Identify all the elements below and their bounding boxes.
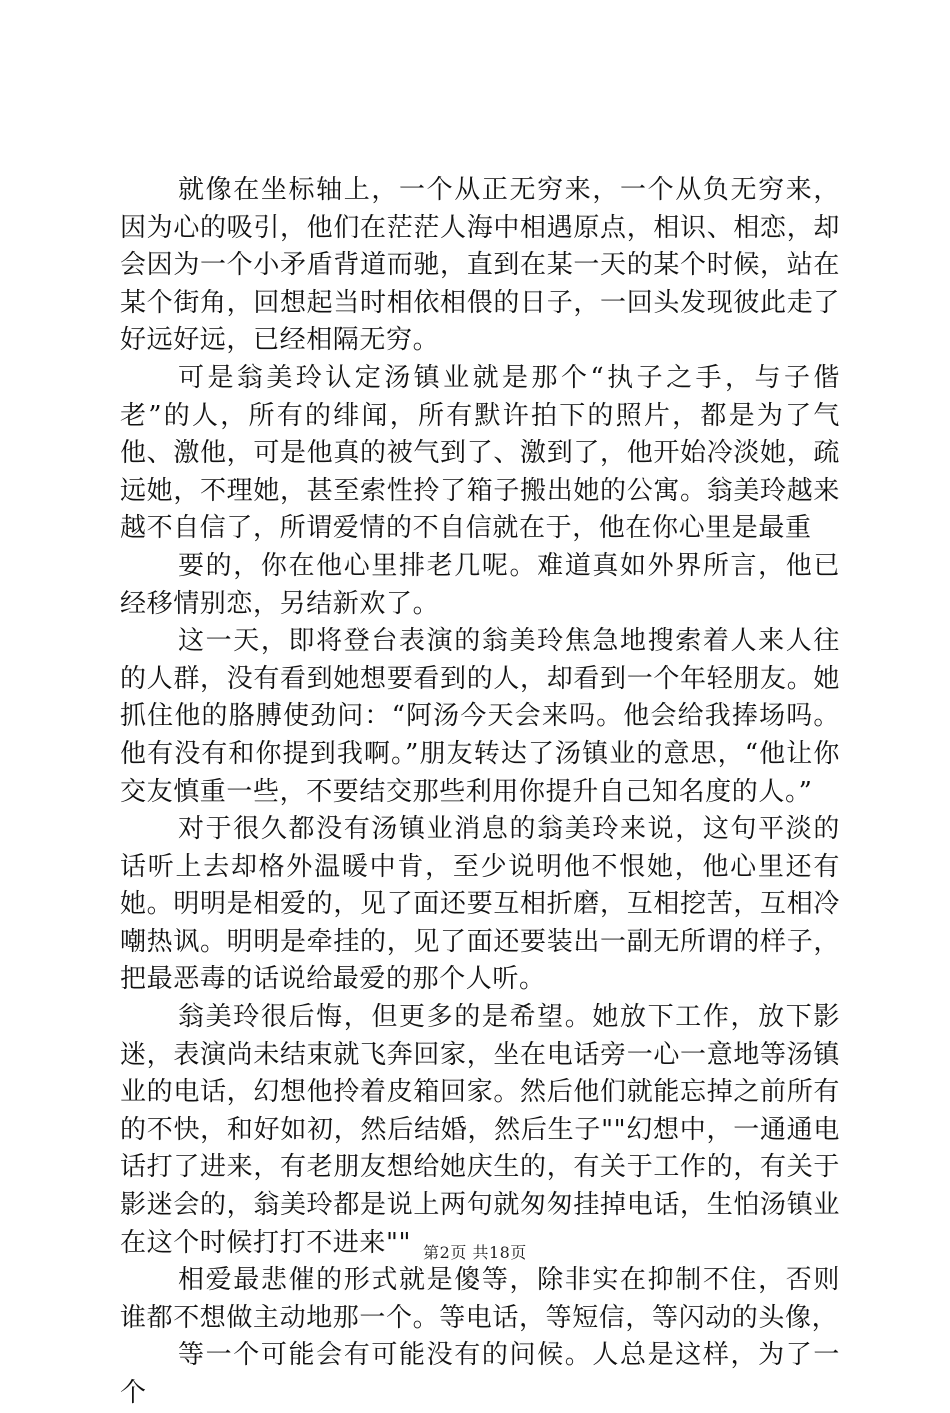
paragraph: 对于很久都没有汤镇业消息的翁美玲来说，这句平淡的话听上去却格外温暖中肯，至少说明他不恨她，他心里还有她。明明是相爱的，见了面还要互相折磨，互相挖苦，互相冷嘲热讽。明明是牵挂的，见了面还要装出一副无所谓的样子，把最恶毒的话说给最爱的那个人听。	[120, 814, 840, 995]
page-number-footer: 第2页 共18页	[423, 1243, 527, 1262]
paragraph: 可是翁美玲认定汤镇业就是那个“执子之手，与子偕老”的人，所有的绯闻，所有默许拍下的照片，都是为了气他、激他，可是他真的被气到了、激到了，他开始冷淡她，疏远她，不理她，甚至索性拎了箱子搬出她的公寓。翁美玲越来越不自信了，所谓爱情的不自信就在于，他在你心里是最重	[120, 362, 840, 544]
paragraph: 翁美玲很后悔，但更多的是希望。她放下工作，放下影迷，表演尚未结束就飞奔回家，坐在电话旁一心一意地等汤镇业的电话，幻想他拎着皮箱回家。然后他们就能忘掉之前所有的不快，和好如初，然后结婚，然后生子""幻想中，一通通电话打了进来，有老朋友想给她庆生的，有关于工作的，有关于影迷会的，翁美玲都是说上两句就匆匆挂掉电话，生怕汤镇业在这个时候打打不进来""	[120, 1002, 840, 1258]
paragraph: 就像在坐标轴上，一个从正无穷来，一个从负无穷来，因为心的吸引，他们在茫茫人海中相遇原点，相识、相恋，却会因为一个小矛盾背道而驰，直到在某一天的某个时候，站在某个街角，回想起当时相依相偎的日子，一回头发现彼此走了好远好远，已经相隔无穷。	[120, 175, 840, 356]
paragraph: 这一天，即将登台表演的翁美玲焦急地搜索着人来人往的人群，没有看到她想要看到的人，却看到一个年轻朋友。她抓住他的胳膊使劲问：“阿汤今天会来吗。他会给我捧场吗。他有没有和你提到我啊。”朋友转达了汤镇业的意思，“他让你交友慎重一些，不要结交那些利用你提升自己知名度的人。”	[120, 626, 840, 807]
article-body	[120, 172, 840, 1413]
paragraph: 相爱最悲催的形式就是傻等，除非实在抑制不住，否则谁都不想做主动地那一个。等电话，等短信，等闪动的头像，	[120, 1265, 840, 1333]
paragraph: 要的，你在他心里排老几呢。难道真如外界所言，他已经移情别恋，另结新欢了。	[120, 550, 840, 619]
paragraph: 等一个可能会有可能没有的问候。人总是这样，为了一个	[120, 1340, 840, 1408]
